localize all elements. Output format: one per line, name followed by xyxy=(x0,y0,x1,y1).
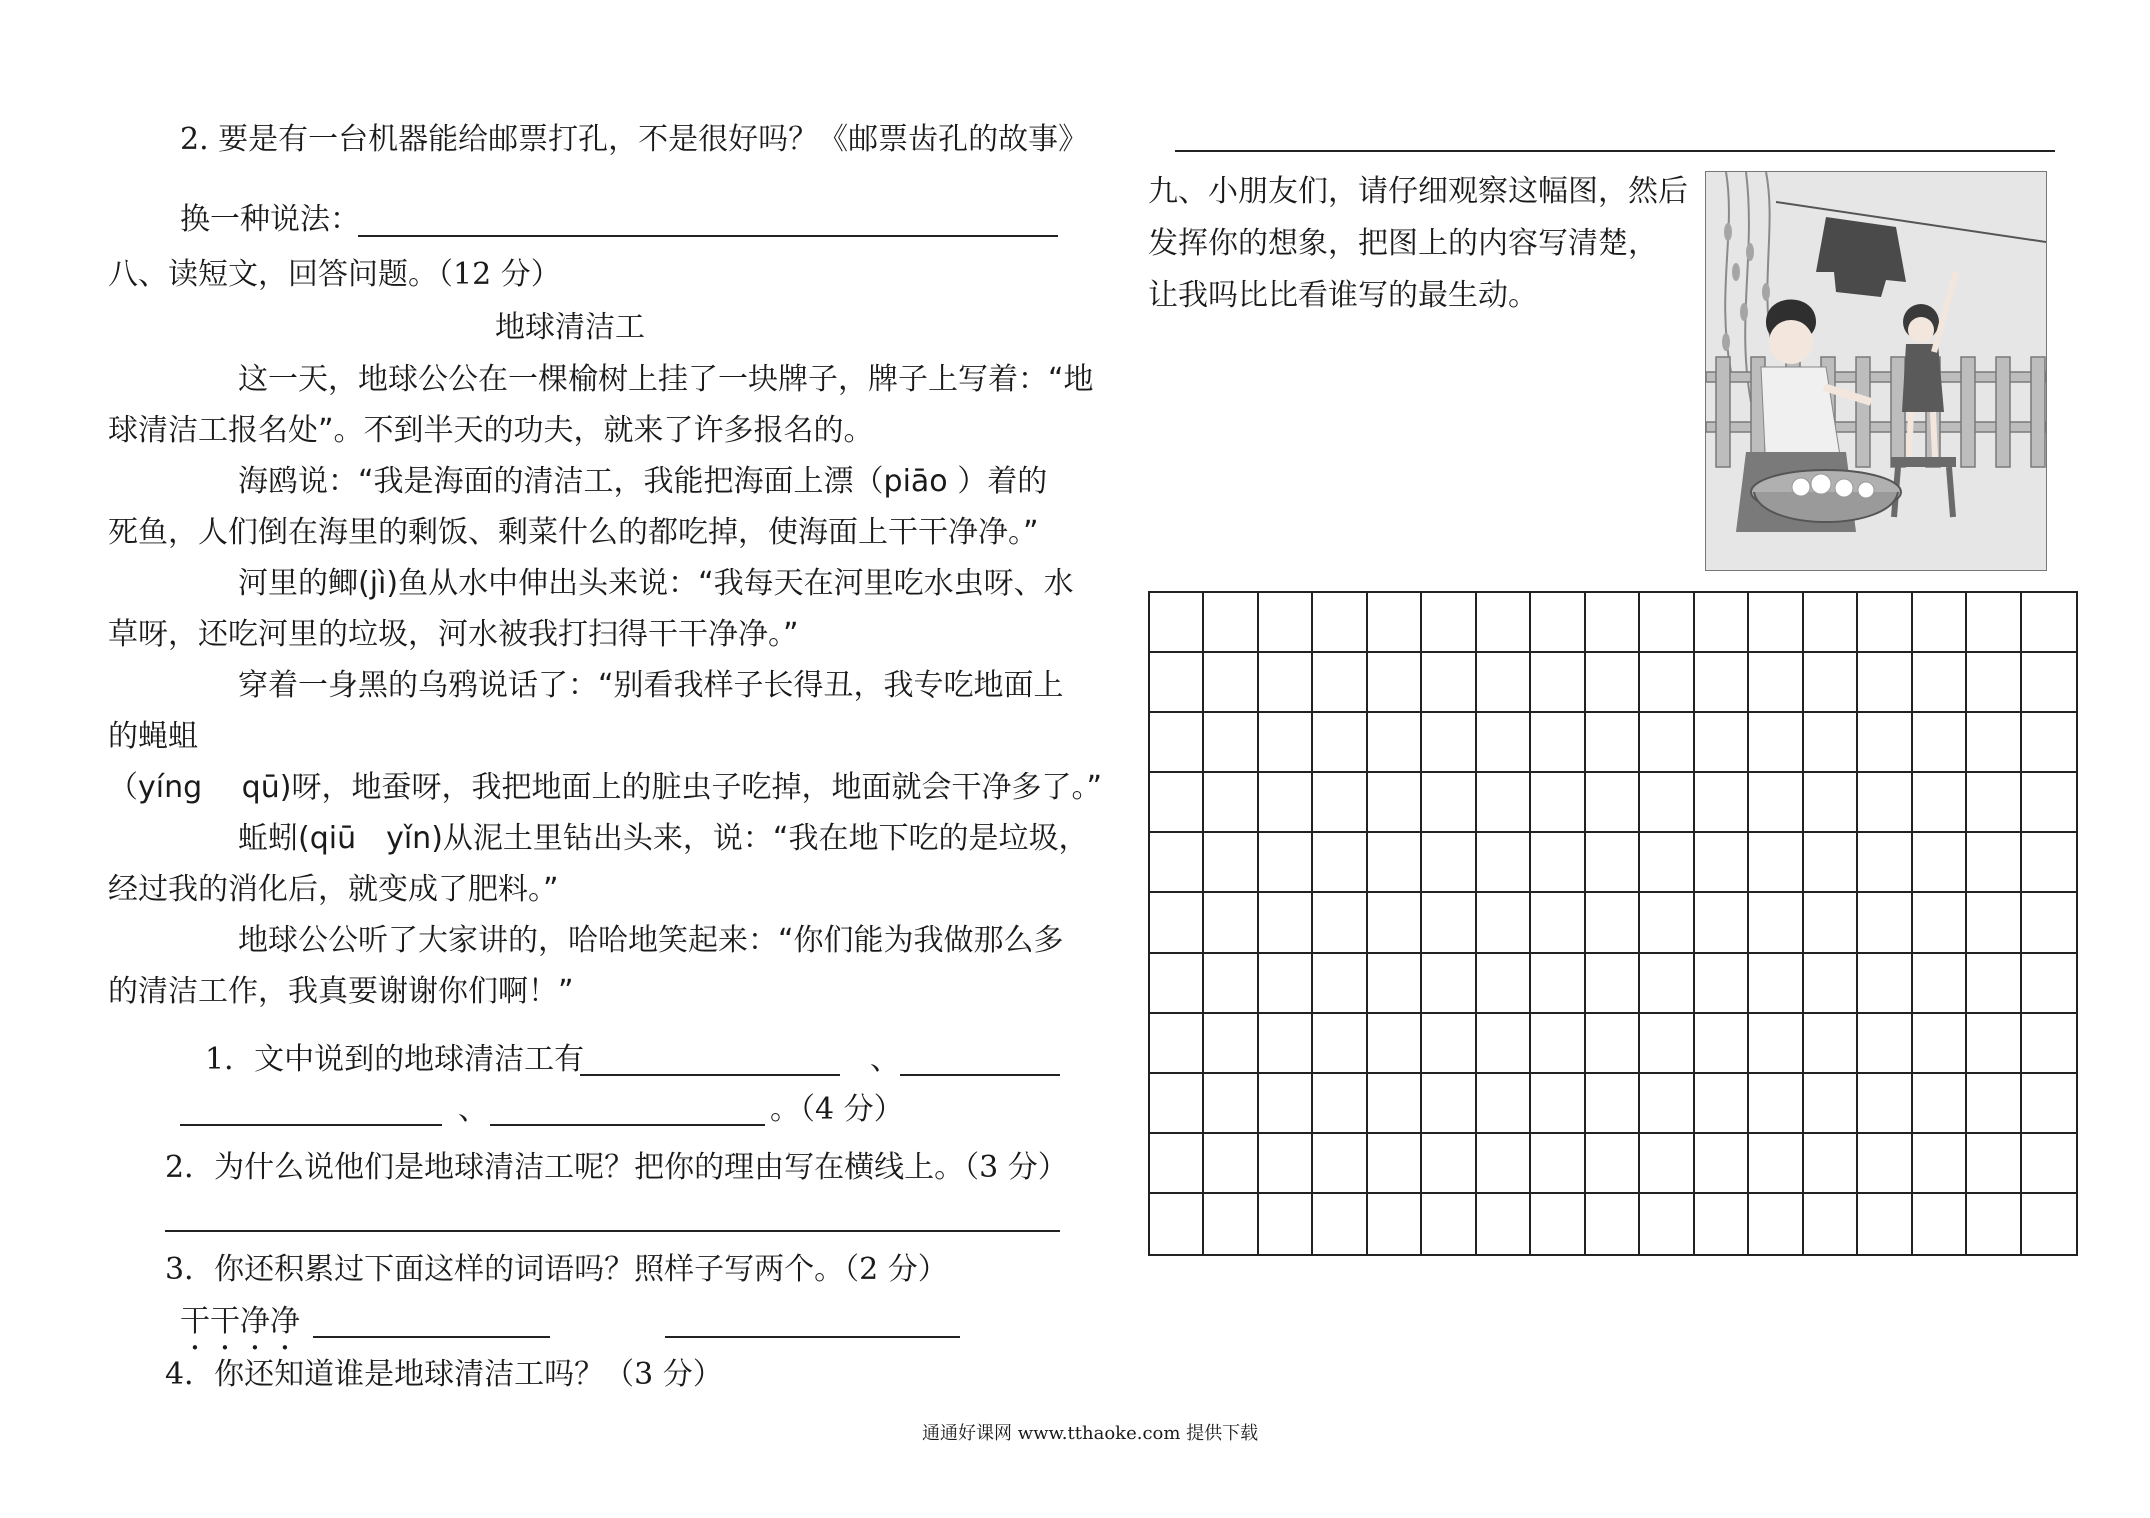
grid-cell[interactable] xyxy=(1640,833,1694,893)
grid-cell[interactable] xyxy=(1531,713,1585,773)
grid-cell[interactable] xyxy=(2022,1194,2076,1254)
grid-cell[interactable] xyxy=(1150,954,1204,1014)
grid-cell[interactable] xyxy=(1749,954,1803,1014)
grid-cell[interactable] xyxy=(1368,593,1422,653)
rewrite-answer-line[interactable] xyxy=(358,235,1058,237)
grid-cell[interactable] xyxy=(1913,773,1967,833)
grid-cell[interactable] xyxy=(1749,1134,1803,1194)
grid-cell[interactable] xyxy=(1150,593,1204,653)
grid-cell[interactable] xyxy=(1204,893,1258,953)
answer-line[interactable] xyxy=(490,1124,765,1126)
grid-cell[interactable] xyxy=(1749,773,1803,833)
grid-cell[interactable] xyxy=(1531,833,1585,893)
grid-cell[interactable] xyxy=(1913,954,1967,1014)
grid-cell[interactable] xyxy=(1150,833,1204,893)
article-line: 经过我的消化后，就变成了肥料。” xyxy=(108,872,559,907)
grid-cell[interactable] xyxy=(1586,893,1640,953)
grid-cell[interactable] xyxy=(1368,1074,1422,1134)
grid-cell[interactable] xyxy=(1913,1074,1967,1134)
grid-cell[interactable] xyxy=(1967,1134,2021,1194)
grid-cell[interactable] xyxy=(1531,593,1585,653)
grid-cell[interactable] xyxy=(1586,1194,1640,1254)
grid-cell[interactable] xyxy=(2022,954,2076,1014)
article-line: 球清洁工报名处”。不到半天的功夫，就来了许多报名的。 xyxy=(108,413,874,448)
grid-cell[interactable] xyxy=(1313,713,1367,773)
grid-cell[interactable] xyxy=(1804,833,1858,893)
grid-cell[interactable] xyxy=(1259,954,1313,1014)
grid-cell[interactable] xyxy=(1368,954,1422,1014)
grid-cell[interactable] xyxy=(1422,773,1476,833)
section-8-heading: 八、读短文，回答问题。（12 分） xyxy=(108,257,561,292)
grid-cell[interactable] xyxy=(1477,1014,1531,1074)
answer-line[interactable] xyxy=(313,1336,550,1338)
grid-cell[interactable] xyxy=(1695,653,1749,713)
grid-cell[interactable] xyxy=(1259,833,1313,893)
grid-cell[interactable] xyxy=(1804,1014,1858,1074)
grid-cell[interactable] xyxy=(2022,1074,2076,1134)
grid-cell[interactable] xyxy=(1150,1194,1204,1254)
grid-cell[interactable] xyxy=(1477,1134,1531,1194)
grid-cell[interactable] xyxy=(1913,1014,1967,1074)
grid-cell[interactable] xyxy=(1913,893,1967,953)
grid-cell[interactable] xyxy=(1913,593,1967,653)
question-2: 2．为什么说他们是地球清洁工呢？把你的理由写在横线上。（3 分） xyxy=(165,1150,1068,1185)
grid-cell[interactable] xyxy=(1477,653,1531,713)
grid-cell[interactable] xyxy=(1259,893,1313,953)
grid-cell[interactable] xyxy=(1531,1074,1585,1134)
answer-line[interactable] xyxy=(580,1074,840,1076)
article-title: 地球清洁工 xyxy=(495,310,645,345)
grid-cell[interactable] xyxy=(1368,1194,1422,1254)
grid-cell[interactable] xyxy=(1695,773,1749,833)
grid-cell[interactable] xyxy=(1640,653,1694,713)
grid-cell[interactable] xyxy=(1368,713,1422,773)
grid-cell[interactable] xyxy=(1531,653,1585,713)
composition-writing-grid[interactable] xyxy=(1148,591,2078,1256)
grid-cell[interactable] xyxy=(1422,1074,1476,1134)
grid-cell[interactable] xyxy=(1368,833,1422,893)
grid-cell[interactable] xyxy=(1422,1014,1476,1074)
question-3: 3．你还积累过下面这样的词语吗？照样子写两个。（2 分） xyxy=(165,1252,948,1287)
grid-cell[interactable] xyxy=(1204,954,1258,1014)
grid-cell[interactable] xyxy=(1913,1194,1967,1254)
grid-cell[interactable] xyxy=(1749,1194,1803,1254)
section-9-line: 发挥你的想象，把图上的内容写清楚， xyxy=(1148,226,1658,261)
grid-cell[interactable] xyxy=(1858,954,1912,1014)
grid-cell[interactable] xyxy=(1422,954,1476,1014)
answer-line[interactable] xyxy=(165,1230,1060,1232)
grid-cell[interactable] xyxy=(1749,713,1803,773)
article-line: （yíng qū)呀，地蚕呀，我把地面上的脏虫子吃掉，地面就会干净多了。” xyxy=(108,770,1102,805)
grid-cell[interactable] xyxy=(1204,1194,1258,1254)
grid-cell[interactable] xyxy=(1913,653,1967,713)
grid-cell[interactable] xyxy=(1259,1134,1313,1194)
grid-cell[interactable] xyxy=(1422,713,1476,773)
grid-cell[interactable] xyxy=(1259,713,1313,773)
grid-cell[interactable] xyxy=(2022,713,2076,773)
grid-cell[interactable] xyxy=(2022,593,2076,653)
grid-cell[interactable] xyxy=(1313,833,1367,893)
grid-cell[interactable] xyxy=(1804,773,1858,833)
grid-cell[interactable] xyxy=(1204,1014,1258,1074)
grid-cell[interactable] xyxy=(1804,1194,1858,1254)
grid-cell[interactable] xyxy=(1804,893,1858,953)
grid-cell[interactable] xyxy=(1368,1134,1422,1194)
grid-cell[interactable] xyxy=(1695,1194,1749,1254)
grid-cell[interactable] xyxy=(1422,893,1476,953)
grid-cell[interactable] xyxy=(1858,833,1912,893)
grid-cell[interactable] xyxy=(1313,773,1367,833)
grid-cell[interactable] xyxy=(1967,713,2021,773)
grid-cell[interactable] xyxy=(1640,713,1694,773)
grid-cell[interactable] xyxy=(1858,1074,1912,1134)
grid-cell[interactable] xyxy=(1422,1194,1476,1254)
grid-cell[interactable] xyxy=(1204,1074,1258,1134)
answer-line[interactable] xyxy=(1175,150,2055,152)
grid-cell[interactable] xyxy=(1150,773,1204,833)
footer-credit: 通通好课网 www.tthaoke.com 提供下载 xyxy=(922,1423,1259,1444)
grid-cell[interactable] xyxy=(1150,893,1204,953)
grid-cell[interactable] xyxy=(1368,1014,1422,1074)
grid-cell[interactable] xyxy=(1640,1014,1694,1074)
section-9-line: 让我吗比比看谁写的最生动。 xyxy=(1148,278,1538,313)
grid-cell[interactable] xyxy=(2022,1014,2076,1074)
article-line: 地球公公听了大家讲的，哈哈地笑起来：“你们能为我做那么多 xyxy=(238,923,1064,958)
grid-cell[interactable] xyxy=(1259,593,1313,653)
grid-cell[interactable] xyxy=(1313,1014,1367,1074)
question-1-points: 。（4 分） xyxy=(770,1092,904,1127)
grid-cell[interactable] xyxy=(1967,773,2021,833)
article-line: 的清洁工作，我真要谢谢你们啊！” xyxy=(108,974,574,1009)
grid-cell[interactable] xyxy=(1531,893,1585,953)
grid-cell[interactable] xyxy=(1204,833,1258,893)
article-line: 穿着一身黑的乌鸦说话了：“别看我样子长得丑，我专吃地面上 xyxy=(238,668,1064,703)
grid-cell[interactable] xyxy=(1858,1134,1912,1194)
grid-cell[interactable] xyxy=(1804,593,1858,653)
grid-cell[interactable] xyxy=(1477,1074,1531,1134)
grid-cell[interactable] xyxy=(1368,893,1422,953)
grid-cell[interactable] xyxy=(1204,653,1258,713)
grid-cell[interactable] xyxy=(1695,1014,1749,1074)
grid-cell[interactable] xyxy=(1313,954,1367,1014)
grid-cell[interactable] xyxy=(1586,1134,1640,1194)
grid-cell[interactable] xyxy=(1422,1134,1476,1194)
grid-cell[interactable] xyxy=(1695,954,1749,1014)
grid-cell[interactable] xyxy=(1967,1074,2021,1134)
grid-cell[interactable] xyxy=(1477,893,1531,953)
grid-cell[interactable] xyxy=(1313,1074,1367,1134)
grid-cell[interactable] xyxy=(1204,773,1258,833)
grid-cell[interactable] xyxy=(1150,713,1204,773)
grid-cell[interactable] xyxy=(1640,593,1694,653)
grid-cell[interactable] xyxy=(1640,1194,1694,1254)
grid-cell[interactable] xyxy=(1259,1014,1313,1074)
example-word: 干干净净 xyxy=(180,1304,300,1339)
grid-cell[interactable] xyxy=(1422,833,1476,893)
article-line: 河里的鲫(jì)鱼从水中伸出头来说：“我每天在河里吃水虫呀、水 xyxy=(238,566,1074,601)
grid-cell[interactable] xyxy=(1586,1074,1640,1134)
answer-line[interactable] xyxy=(900,1074,1060,1076)
separator: 、 xyxy=(870,1042,900,1077)
grid-cell[interactable] xyxy=(1586,653,1640,713)
grid-cell[interactable] xyxy=(1804,1074,1858,1134)
grid-cell[interactable] xyxy=(1695,1134,1749,1194)
grid-cell[interactable] xyxy=(1313,893,1367,953)
grid-cell[interactable] xyxy=(1967,593,2021,653)
grid-cell[interactable] xyxy=(1313,593,1367,653)
article-line: 死鱼，人们倒在海里的剩饭、剩菜什么的都吃掉，使海面上干干净净。” xyxy=(108,515,1039,550)
question-1: 1．文中说到的地球清洁工有 xyxy=(205,1042,585,1077)
grid-cell[interactable] xyxy=(1422,653,1476,713)
grid-cell[interactable] xyxy=(1204,1134,1258,1194)
grid-cell[interactable] xyxy=(1422,593,1476,653)
article-line: 的蝇蛆 xyxy=(108,719,198,754)
grid-cell[interactable] xyxy=(1150,1074,1204,1134)
grid-cell[interactable] xyxy=(1858,593,1912,653)
grid-cell[interactable] xyxy=(2022,893,2076,953)
grid-cell[interactable] xyxy=(1477,954,1531,1014)
grid-cell[interactable] xyxy=(1204,593,1258,653)
grid-cell[interactable] xyxy=(1531,1134,1585,1194)
grid-cell[interactable] xyxy=(1749,1074,1803,1134)
grid-cell[interactable] xyxy=(1259,1194,1313,1254)
grid-cell[interactable] xyxy=(1259,773,1313,833)
grid-cell[interactable] xyxy=(1640,893,1694,953)
grid-cell[interactable] xyxy=(2022,833,2076,893)
grid-cell[interactable] xyxy=(2022,773,2076,833)
grid-cell[interactable] xyxy=(1477,773,1531,833)
grid-cell[interactable] xyxy=(2022,653,2076,713)
grid-cell[interactable] xyxy=(1967,1194,2021,1254)
article-line: 海鸥说：“我是海面的清洁工，我能把海面上漂（piāo ）着的 xyxy=(238,464,1048,499)
grid-cell[interactable] xyxy=(2022,1134,2076,1194)
grid-cell[interactable] xyxy=(1858,1014,1912,1074)
grid-cell[interactable] xyxy=(1858,893,1912,953)
article-line: 蚯蚓(qiū yǐn)从泥土里钻出头来，说：“我在地下吃的是垃圾， xyxy=(238,821,1089,856)
grid-cell[interactable] xyxy=(1695,593,1749,653)
rewrite-label: 换一种说法： xyxy=(180,202,360,237)
grid-cell[interactable] xyxy=(1477,833,1531,893)
grid-cell[interactable] xyxy=(1640,1074,1694,1134)
separator: 、 xyxy=(458,1092,488,1127)
grid-cell[interactable] xyxy=(1967,893,2021,953)
grid-cell[interactable] xyxy=(1749,893,1803,953)
grid-cell[interactable] xyxy=(1150,653,1204,713)
grid-cell[interactable] xyxy=(1586,954,1640,1014)
grid-cell[interactable] xyxy=(1967,833,2021,893)
grid-cell[interactable] xyxy=(1804,713,1858,773)
grid-cell[interactable] xyxy=(1749,593,1803,653)
grid-cell[interactable] xyxy=(1913,1134,1967,1194)
grid-cell[interactable] xyxy=(1967,954,2021,1014)
grid-cell[interactable] xyxy=(1586,773,1640,833)
laundry-illustration xyxy=(1705,171,2047,571)
grid-cell[interactable] xyxy=(1749,653,1803,713)
grid-cell[interactable] xyxy=(1313,1194,1367,1254)
grid-cell[interactable] xyxy=(1913,833,1967,893)
question-7-item-2: 2. 要是有一台机器能给邮票打孔，不是很好吗？《邮票齿孔的故事》 xyxy=(180,122,1089,157)
grid-cell[interactable] xyxy=(1913,713,1967,773)
grid-cell[interactable] xyxy=(1259,1074,1313,1134)
grid-cell[interactable] xyxy=(1259,653,1313,713)
grid-cell[interactable] xyxy=(1313,1134,1367,1194)
grid-cell[interactable] xyxy=(1531,954,1585,1014)
section-9-line: 九、小朋友们，请仔细观察这幅图，然后 xyxy=(1148,174,1688,209)
grid-cell[interactable] xyxy=(1695,1074,1749,1134)
grid-cell[interactable] xyxy=(1477,713,1531,773)
grid-cell[interactable] xyxy=(1531,773,1585,833)
grid-cell[interactable] xyxy=(1477,1194,1531,1254)
grid-cell[interactable] xyxy=(1150,1134,1204,1194)
article-line: 草呀，还吃河里的垃圾，河水被我打扫得干干净净。” xyxy=(108,617,799,652)
grid-cell[interactable] xyxy=(1531,1014,1585,1074)
mother-and-daughter-hanging-laundry-icon xyxy=(1706,172,2046,570)
article-line: 这一天，地球公公在一棵榆树上挂了一块牌子，牌子上写着：“地 xyxy=(238,362,1094,397)
grid-cell[interactable] xyxy=(1586,713,1640,773)
grid-cell[interactable] xyxy=(1640,1134,1694,1194)
grid-cell[interactable] xyxy=(1586,593,1640,653)
grid-cell[interactable] xyxy=(1150,1014,1204,1074)
grid-cell[interactable] xyxy=(1858,1194,1912,1254)
grid-cell[interactable] xyxy=(1204,713,1258,773)
grid-cell[interactable] xyxy=(1640,954,1694,1014)
grid-cell[interactable] xyxy=(1586,833,1640,893)
grid-cell[interactable] xyxy=(1313,653,1367,713)
grid-cell[interactable] xyxy=(1640,773,1694,833)
grid-cell[interactable] xyxy=(1967,1014,2021,1074)
grid-cell[interactable] xyxy=(1804,653,1858,713)
grid-cell[interactable] xyxy=(1695,893,1749,953)
grid-cell[interactable] xyxy=(1531,1194,1585,1254)
grid-cell[interactable] xyxy=(1586,1014,1640,1074)
grid-cell[interactable] xyxy=(1749,833,1803,893)
grid-cell[interactable] xyxy=(1858,713,1912,773)
grid-cell[interactable] xyxy=(1368,773,1422,833)
question-4: 4．你还知道谁是地球清洁工吗？（3 分） xyxy=(165,1357,723,1392)
grid-cell[interactable] xyxy=(1368,653,1422,713)
grid-cell[interactable] xyxy=(1477,593,1531,653)
grid-cell[interactable] xyxy=(1695,833,1749,893)
grid-cell[interactable] xyxy=(1858,773,1912,833)
grid-cell[interactable] xyxy=(1695,713,1749,773)
answer-line[interactable] xyxy=(665,1336,960,1338)
grid-cell[interactable] xyxy=(1749,1014,1803,1074)
grid-cell[interactable] xyxy=(1804,1134,1858,1194)
grid-cell[interactable] xyxy=(1858,653,1912,713)
answer-line[interactable] xyxy=(180,1124,442,1126)
grid-cell[interactable] xyxy=(1804,954,1858,1014)
grid-cell[interactable] xyxy=(1967,653,2021,713)
